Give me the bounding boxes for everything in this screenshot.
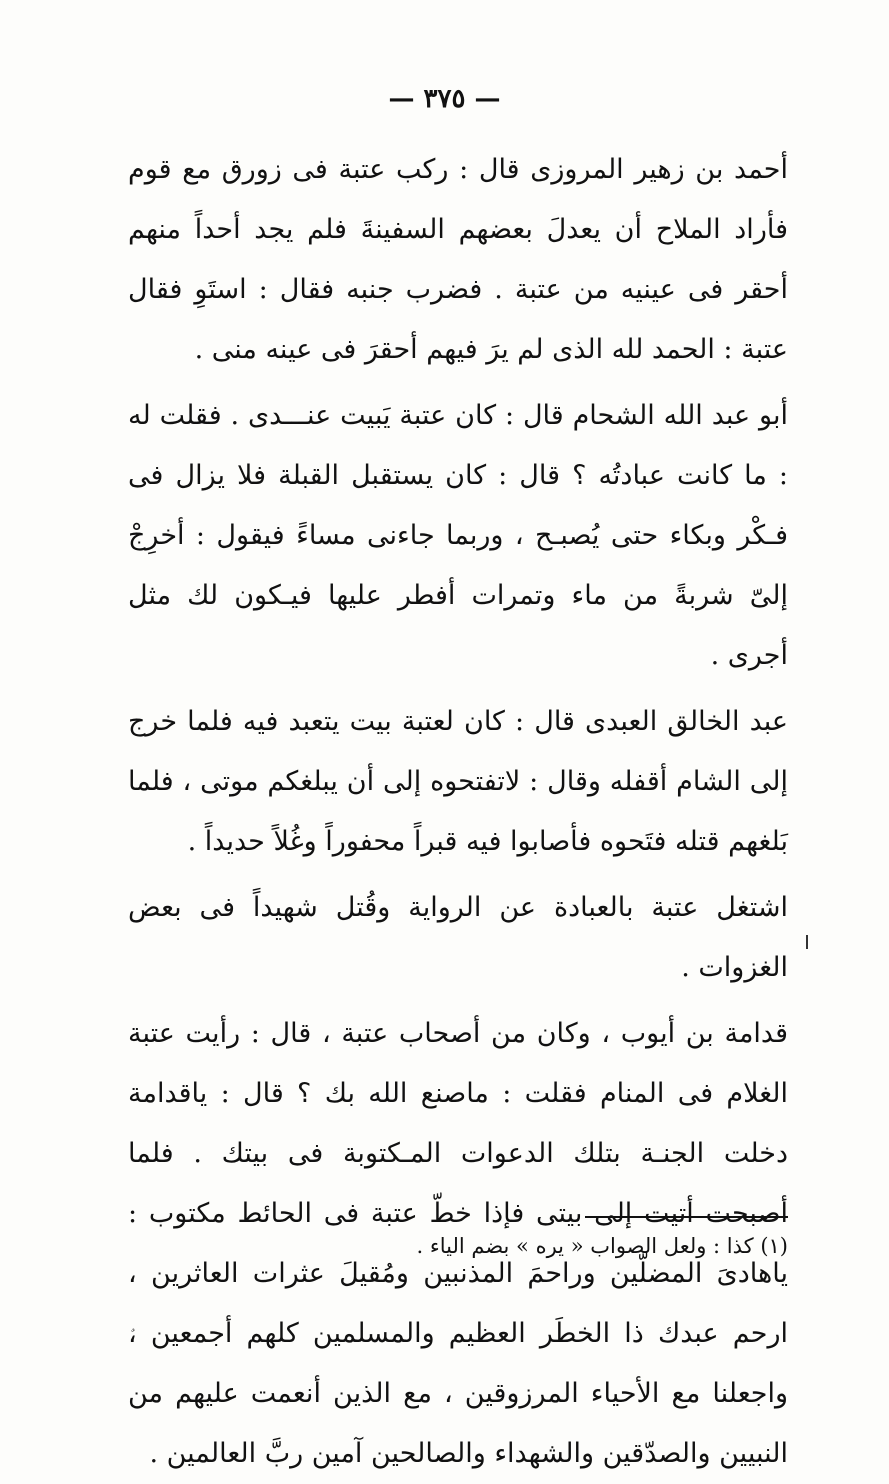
body-text: [128, 140, 788, 1484]
paragraph-qudama: قدامة بن أيوب ، وكان من أصحاب عتبة ، قال : رأيت عتبة الغلام فى المنام فقلت : ماصنع الله بك ؟ قال : ياقدامة دخلت الجنـة بتلك الدعوات المـكتوبة فى بيتك . فلما أصبحت أتيت إلى بيتى فإذا خطّ عتبة فى الحائط مكتوب : ياهادىَ المضلّين وراحمَ المذنبين ومُقيلَ عثرات العاثرين ، ارحم عبدك ذا الخطَر العظيم والمسلمين كلهم أجمعين ، واجعلنا مع الأحياء المرزوقين ، مع الذين أنعمت عليهم من النبيين والصدّقين والشهداء والصالحين آمين ربَّ العالمين .: [128, 1018, 788, 1469]
paragraph-abu-abdullah: أبو عبد الله الشحام قال : كان عتبة يَبيت عنـــدى . فقلت له : ما كانت عبادتُه ؟ قال : كان يستقبل القبلة فلا يزال فى فـكْر وبكاء حتى يُصبـح ، وربما جاءنى مساءً فيقول : أخرِجْ إلىّ شربةً من ماء وتمرات أفطر عليها فيـكون لك مثل أجرى .: [128, 400, 788, 671]
margin-mark: [806, 935, 808, 949]
paragraph-ahmad-ibn-zuhayr: أحمد بن زهير المروزى قال : ركب عتبة فى زورق مع قوم فأراد الملاح أن يعدلَ بعضهم السفينةَ فلم يجد أحداً منهم أحقر فى عينيه من عتبة . فضرب جنبه فقال : استَوِ فقال عتبة : الحمد لله الذى لم يرَ فيهم أحقرَ فى عينه منى .: [128, 154, 788, 365]
footnote-divider: [585, 1216, 788, 1218]
page-number: — ٣٧٥ —: [388, 84, 501, 114]
footnote: (١) كذا : ولعل الصواب « يره » بضم الياء .: [416, 1234, 788, 1258]
paragraph-abd-al-khaliq: عبد الخالق العبدى قال : كان لعتبة بيت يتعبد فيه فلما خرج إلى الشام أقفله وقال : لاتفتحوه إلى أن يبلغكم موتى ، فلما بَلغهم قتله فتَحوه فأصابوا فيه قبراً محفوراً وغُلاً حديداً .: [128, 706, 788, 857]
paragraph-utba-worship: اشتغل عتبة بالعبادة عن الرواية وقُتل شهيداً فى بعض الغزوات .: [128, 892, 788, 983]
